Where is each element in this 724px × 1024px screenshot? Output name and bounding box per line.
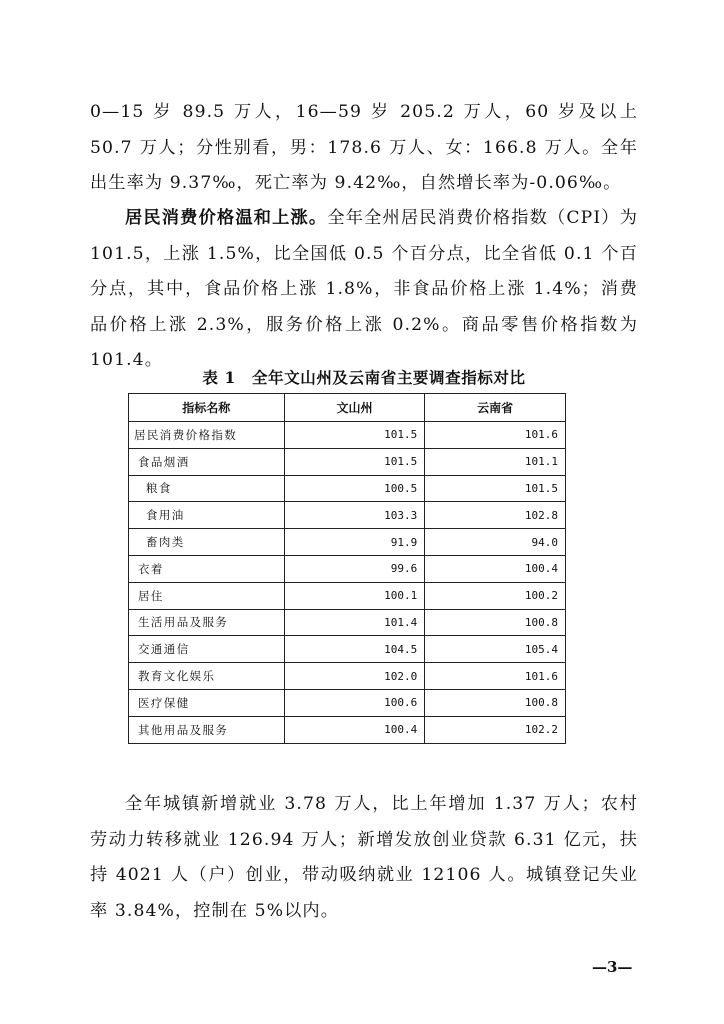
cell-wenshan-value: 103.3 [284,502,425,529]
cell-yunnan-value: 101.6 [425,663,566,690]
cell-indicator-name: 居住 [129,582,285,609]
cell-yunnan-value: 100.8 [425,689,566,716]
paragraph-population: 0—15 岁 89.5 万人，16—59 岁 205.2 万人，60 岁及以上 50.7 万人；分性别看，男：178.6 万人、女：166.8 万人。全年出生率为 9.37‰，死亡率为 9.42‰，自然增长率为-0.06‰。 [90,102,638,193]
header-yunnan: 云南省 [425,394,566,422]
paragraph-cpi-body: 全年全州居民消费价格指数（CPI）为 101.5，上涨 1.5%，比全国低 0.5 个百分点，比全省低 0.1 个百分点，其中，食品价格上涨 1.8%，非食品价格上涨 1.4%；消费品价格上涨 2.3%，服务价格上涨 0.2%。商品零售价格指数为 101.4。 [90,208,638,370]
cell-wenshan-value: 100.4 [284,716,425,743]
table-row [129,609,566,636]
cell-yunnan-value: 101.6 [425,422,566,449]
table-row [129,475,566,502]
paragraph-employment: 全年城镇新增就业 3.78 万人，比上年增加 1.37 万人；农村劳动力转移就业 126.94 万人；新增发放创业贷款 6.31 亿元，扶持 4021 人（户）创业，带动吸纳就业 12106 人。城镇登记失业率 3.84%，控制在 5%以内。 [90,794,638,921]
table-caption: 表 1 全年文山州及云南省主要调查指标对比 [202,368,526,387]
table-row [129,689,566,716]
indicator-comparison-table [128,393,566,744]
cell-wenshan-value: 100.6 [284,689,425,716]
cell-yunnan-value: 100.8 [425,609,566,636]
cell-yunnan-value: 102.2 [425,716,566,743]
cell-indicator-name: 生活用品及服务 [129,609,285,636]
table-row [129,636,566,663]
cell-yunnan-value: 105.4 [425,636,566,663]
table-row [129,582,566,609]
cell-indicator-name: 交通通信 [129,636,285,663]
table-row [129,529,566,556]
cell-wenshan-value: 102.0 [284,663,425,690]
header-wenshan: 文山州 [284,394,425,422]
cell-wenshan-value: 100.1 [284,582,425,609]
cell-wenshan-value: 101.5 [284,422,425,449]
table-row [129,555,566,582]
cell-wenshan-value: 104.5 [284,636,425,663]
paragraph-cpi [90,201,638,379]
cell-indicator-name: 衣着 [129,555,285,582]
table-row [129,502,566,529]
cell-yunnan-value: 100.2 [425,582,566,609]
table-row [129,663,566,690]
cell-wenshan-value: 91.9 [284,529,425,556]
cell-wenshan-value: 101.4 [284,609,425,636]
cell-indicator-name: 教育文化娱乐 [129,663,285,690]
cell-indicator-name: 食用油 [129,502,285,529]
table-row [129,716,566,743]
cell-yunnan-value: 100.4 [425,555,566,582]
table-row [129,422,566,449]
table-header-row [129,394,566,422]
cell-yunnan-value: 94.0 [425,529,566,556]
cell-yunnan-value: 101.1 [425,448,566,475]
page-number: —3— [592,958,633,976]
cell-wenshan-value: 99.6 [284,555,425,582]
paragraph-cpi-lead: 居民消费价格温和上涨。 [125,208,328,228]
cell-yunnan-value: 101.5 [425,475,566,502]
cell-wenshan-value: 101.5 [284,448,425,475]
cell-indicator-name: 粮食 [129,475,285,502]
cell-yunnan-value: 102.8 [425,502,566,529]
cell-indicator-name: 其他用品及服务 [129,716,285,743]
cell-indicator-name: 畜肉类 [129,529,285,556]
cell-wenshan-value: 100.5 [284,475,425,502]
cell-indicator-name: 居民消费价格指数 [129,422,285,449]
cell-indicator-name: 医疗保健 [129,689,285,716]
table-row [129,448,566,475]
header-indicator-name: 指标名称 [129,394,285,422]
cell-indicator-name: 食品烟酒 [129,448,285,475]
